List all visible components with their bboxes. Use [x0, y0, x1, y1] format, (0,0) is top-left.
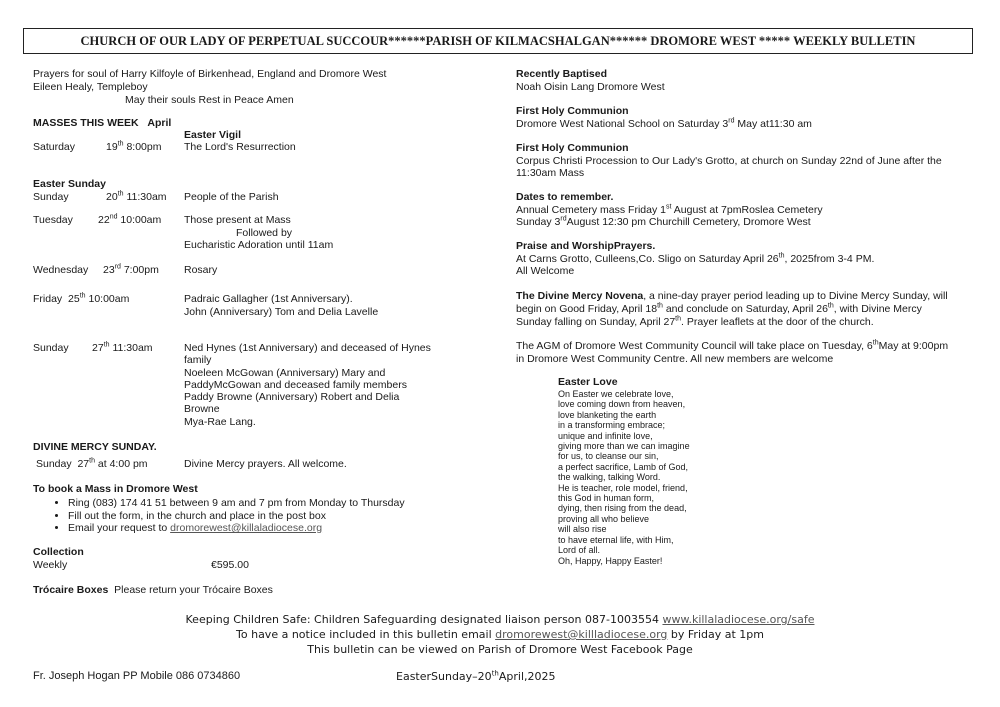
mass-day-sunday-2: Sunday — [33, 342, 69, 354]
mass-time-sunday-2: 27th 11:30am — [92, 341, 153, 354]
prayers-line-3: May their souls Rest in Peace Amen — [125, 94, 294, 106]
fhc2-line-1: Corpus Christi Procession to Our Lady's Grotto, at church on Sunday 22nd of June after the — [516, 155, 942, 167]
prayers-line-2: Eileen Healy, Templeboy — [33, 81, 148, 93]
mass-day-sunday: Sunday — [33, 191, 69, 203]
trocaire-row: Trócaire Boxes Please return your Trócaire Boxes — [33, 584, 273, 596]
easter-sunday-heading: Easter Sunday — [33, 178, 106, 190]
book-mass-heading: To book a Mass in Dromore West — [33, 483, 198, 495]
easter-love-poem — [558, 376, 690, 566]
poem-line: giving more than we can imagine — [558, 441, 690, 452]
poem-line: this God in human form, — [558, 493, 655, 504]
mass-day-wednesday: Wednesday — [33, 264, 89, 276]
mass-intent-friday-1: Padraic Gallagher (1st Anniversary). — [184, 293, 353, 305]
mass-intent-friday-2: John (Anniversary) Tom and Delia Lavelle — [184, 306, 379, 318]
poem-line: dying, then rising from the dead, — [558, 503, 687, 514]
list-item: • Email your request to dromorewest@killaladiocese.org — [68, 522, 405, 535]
collection-amount: €595.00 — [211, 559, 249, 571]
prayers-line-1: Prayers for soul of Harry Kilfoyle of Birkenhead, England and Dromore West — [33, 68, 387, 80]
mass-intent-tuesday-2: Followed by — [236, 227, 293, 239]
mass-intent-tuesday-3: Eucharistic Adoration until 11am — [184, 239, 334, 251]
list-item: • Ring (083) 174 41 51 between 9 am and 7 pm from Monday to Thursday — [68, 497, 405, 510]
collection-heading: Collection — [33, 546, 84, 558]
list-item: • Fill out the form, in the church and place in the post box — [68, 510, 405, 523]
mass-time-wednesday: 23rd 7:00pm — [103, 263, 159, 276]
mass-time-sunday: 20th 11:30am — [106, 190, 167, 203]
mass-intent-wednesday: Rosary — [184, 264, 218, 276]
fhc1-text: Dromore West National School on Saturday 3rd May at11:30 am — [516, 117, 812, 130]
poem-line: a perfect sacrifice, Lamb of God, — [558, 461, 689, 472]
poem-line: will also rise — [558, 524, 607, 535]
poem-line: the walking, talking Word. — [558, 472, 661, 483]
bulletin-date: EasterSunday–20thApril,2025 — [396, 669, 556, 683]
email-link[interactable]: dromorewest@killaladiocese.org — [170, 522, 323, 534]
dates-line-2: Sunday 3rdAugust 12:30 pm Churchill Cemetery, Dromore West — [516, 215, 811, 228]
mass-intent-saturday: The Lord's Resurrection — [184, 141, 296, 153]
poem-line: in a transforming embrace; — [558, 420, 666, 431]
baptised-heading: Recently Baptised — [516, 68, 608, 80]
mass-intent-tuesday-1: Those present at Mass — [184, 214, 291, 226]
fhc1-heading: First Holy Communion — [516, 105, 629, 117]
collection-label: Weekly — [33, 559, 68, 571]
novena-line-1: The Divine Mercy Novena, a nine-day prayer period leading up to Divine Mercy Sunday, will — [516, 290, 948, 302]
easter-vigil-title: Easter Vigil — [184, 129, 242, 141]
poem-line: to have eternal life, with Him, — [558, 534, 674, 545]
facebook-line: This bulletin can be viewed on Parish of Dromore West Facebook Page — [307, 643, 693, 656]
novena-line-2: begin on Good Friday, April 18th and conclude on Saturday, April 26th, with Divine Mercy — [516, 302, 922, 315]
mass-intent-sunday-2: Ned Hynes (1st Anniversary) and deceased of Hynes family Noeleen McGowan (Anniversary) Mary and PaddyMcGowan and deceased family members Paddy Browne (Anniversary) Robert and Delia Browne Mya-Rae Lang. — [184, 342, 431, 428]
safeguarding-line: Keeping Children Safe: Children Safeguarding designated liaison person 087-1003554 www.killaladiocese.org/safe — [185, 613, 815, 626]
poem-line: On Easter we celebrate love, — [558, 389, 674, 399]
poem-line: Oh, Happy, Happy Easter! — [558, 555, 663, 566]
dates-line-1: Annual Cemetery mass Friday 1st August at 7pmRoslea Cemetery — [516, 203, 823, 216]
divine-mercy-time: Sunday 27th at 4:00 pm — [36, 457, 148, 470]
poem-line: proving all who believe — [558, 513, 650, 524]
book-mass-list — [33, 497, 405, 535]
mass-time-tuesday: 22nd 10:00am — [98, 213, 162, 226]
safe-link[interactable]: www.killaladiocese.org/safe — [662, 613, 815, 626]
mass-time-saturday: 19th 8:00pm — [106, 140, 162, 153]
fhc2-heading: First Holy Communion — [516, 142, 629, 154]
poem-line: for us, to cleanse our sin, — [558, 451, 659, 462]
praise-heading: Praise and WorshipPrayers. — [516, 240, 656, 252]
poem-line: love blanketing the earth — [558, 409, 657, 420]
bulletin-title: CHURCH OF OUR LADY OF PERPETUAL SUCCOUR******PARISH OF KILMACSHALGAN****** DROMORE WEST ***** WEEKLY BULLETIN — [23, 28, 973, 54]
poem-line: love coming down from heaven, — [558, 399, 686, 410]
praise-line-1: At Carns Grotto, Culleens,Co. Sligo on Saturday April 26th, 2025from 3-4 PM. — [516, 252, 875, 265]
praise-line-2: All Welcome — [516, 265, 575, 277]
poem-line: He is teacher, role model, friend, — [558, 482, 688, 493]
mass-row-saturday: Saturday — [33, 141, 76, 153]
dates-heading: Dates to remember. — [516, 191, 614, 203]
poem-line: Lord of all. — [558, 545, 601, 556]
mass-day-tuesday: Tuesday — [33, 214, 73, 226]
notice-line: To have a notice included in this bulletin email dromorewest@killladiocese.org by Friday at 1pm — [236, 628, 764, 641]
mass-row-friday: Friday 25th 10:00am — [33, 292, 130, 305]
poem-title: Easter Love — [558, 376, 618, 388]
novena-line-3: Sunday falling on Sunday, April 27th. Prayer leaflets at the door of the church. — [516, 315, 874, 328]
agm-line-1: The AGM of Dromore West Community Council will take place on Tuesday, 6thMay at 9:00pm — [516, 339, 949, 352]
divine-mercy-text: Divine Mercy prayers. All welcome. — [184, 458, 347, 470]
fhc2-line-2: 11:30am Mass — [516, 167, 585, 179]
mass-intent-sunday: People of the Parish — [184, 191, 279, 203]
masses-heading: MASSES THIS WEEK April — [33, 117, 172, 129]
baptised-text: Noah Oisin Lang Dromore West — [516, 81, 665, 93]
notice-email-link[interactable]: dromorewest@killladiocese.org — [495, 628, 668, 641]
poem-line: unique and infinite love, — [558, 430, 653, 441]
priest-contact: Fr. Joseph Hogan PP Mobile 086 0734860 — [33, 670, 241, 682]
agm-line-2: in Dromore West Community Centre. All new members are welcome — [516, 353, 834, 365]
divine-mercy-heading: DIVINE MERCY SUNDAY. — [33, 441, 157, 453]
